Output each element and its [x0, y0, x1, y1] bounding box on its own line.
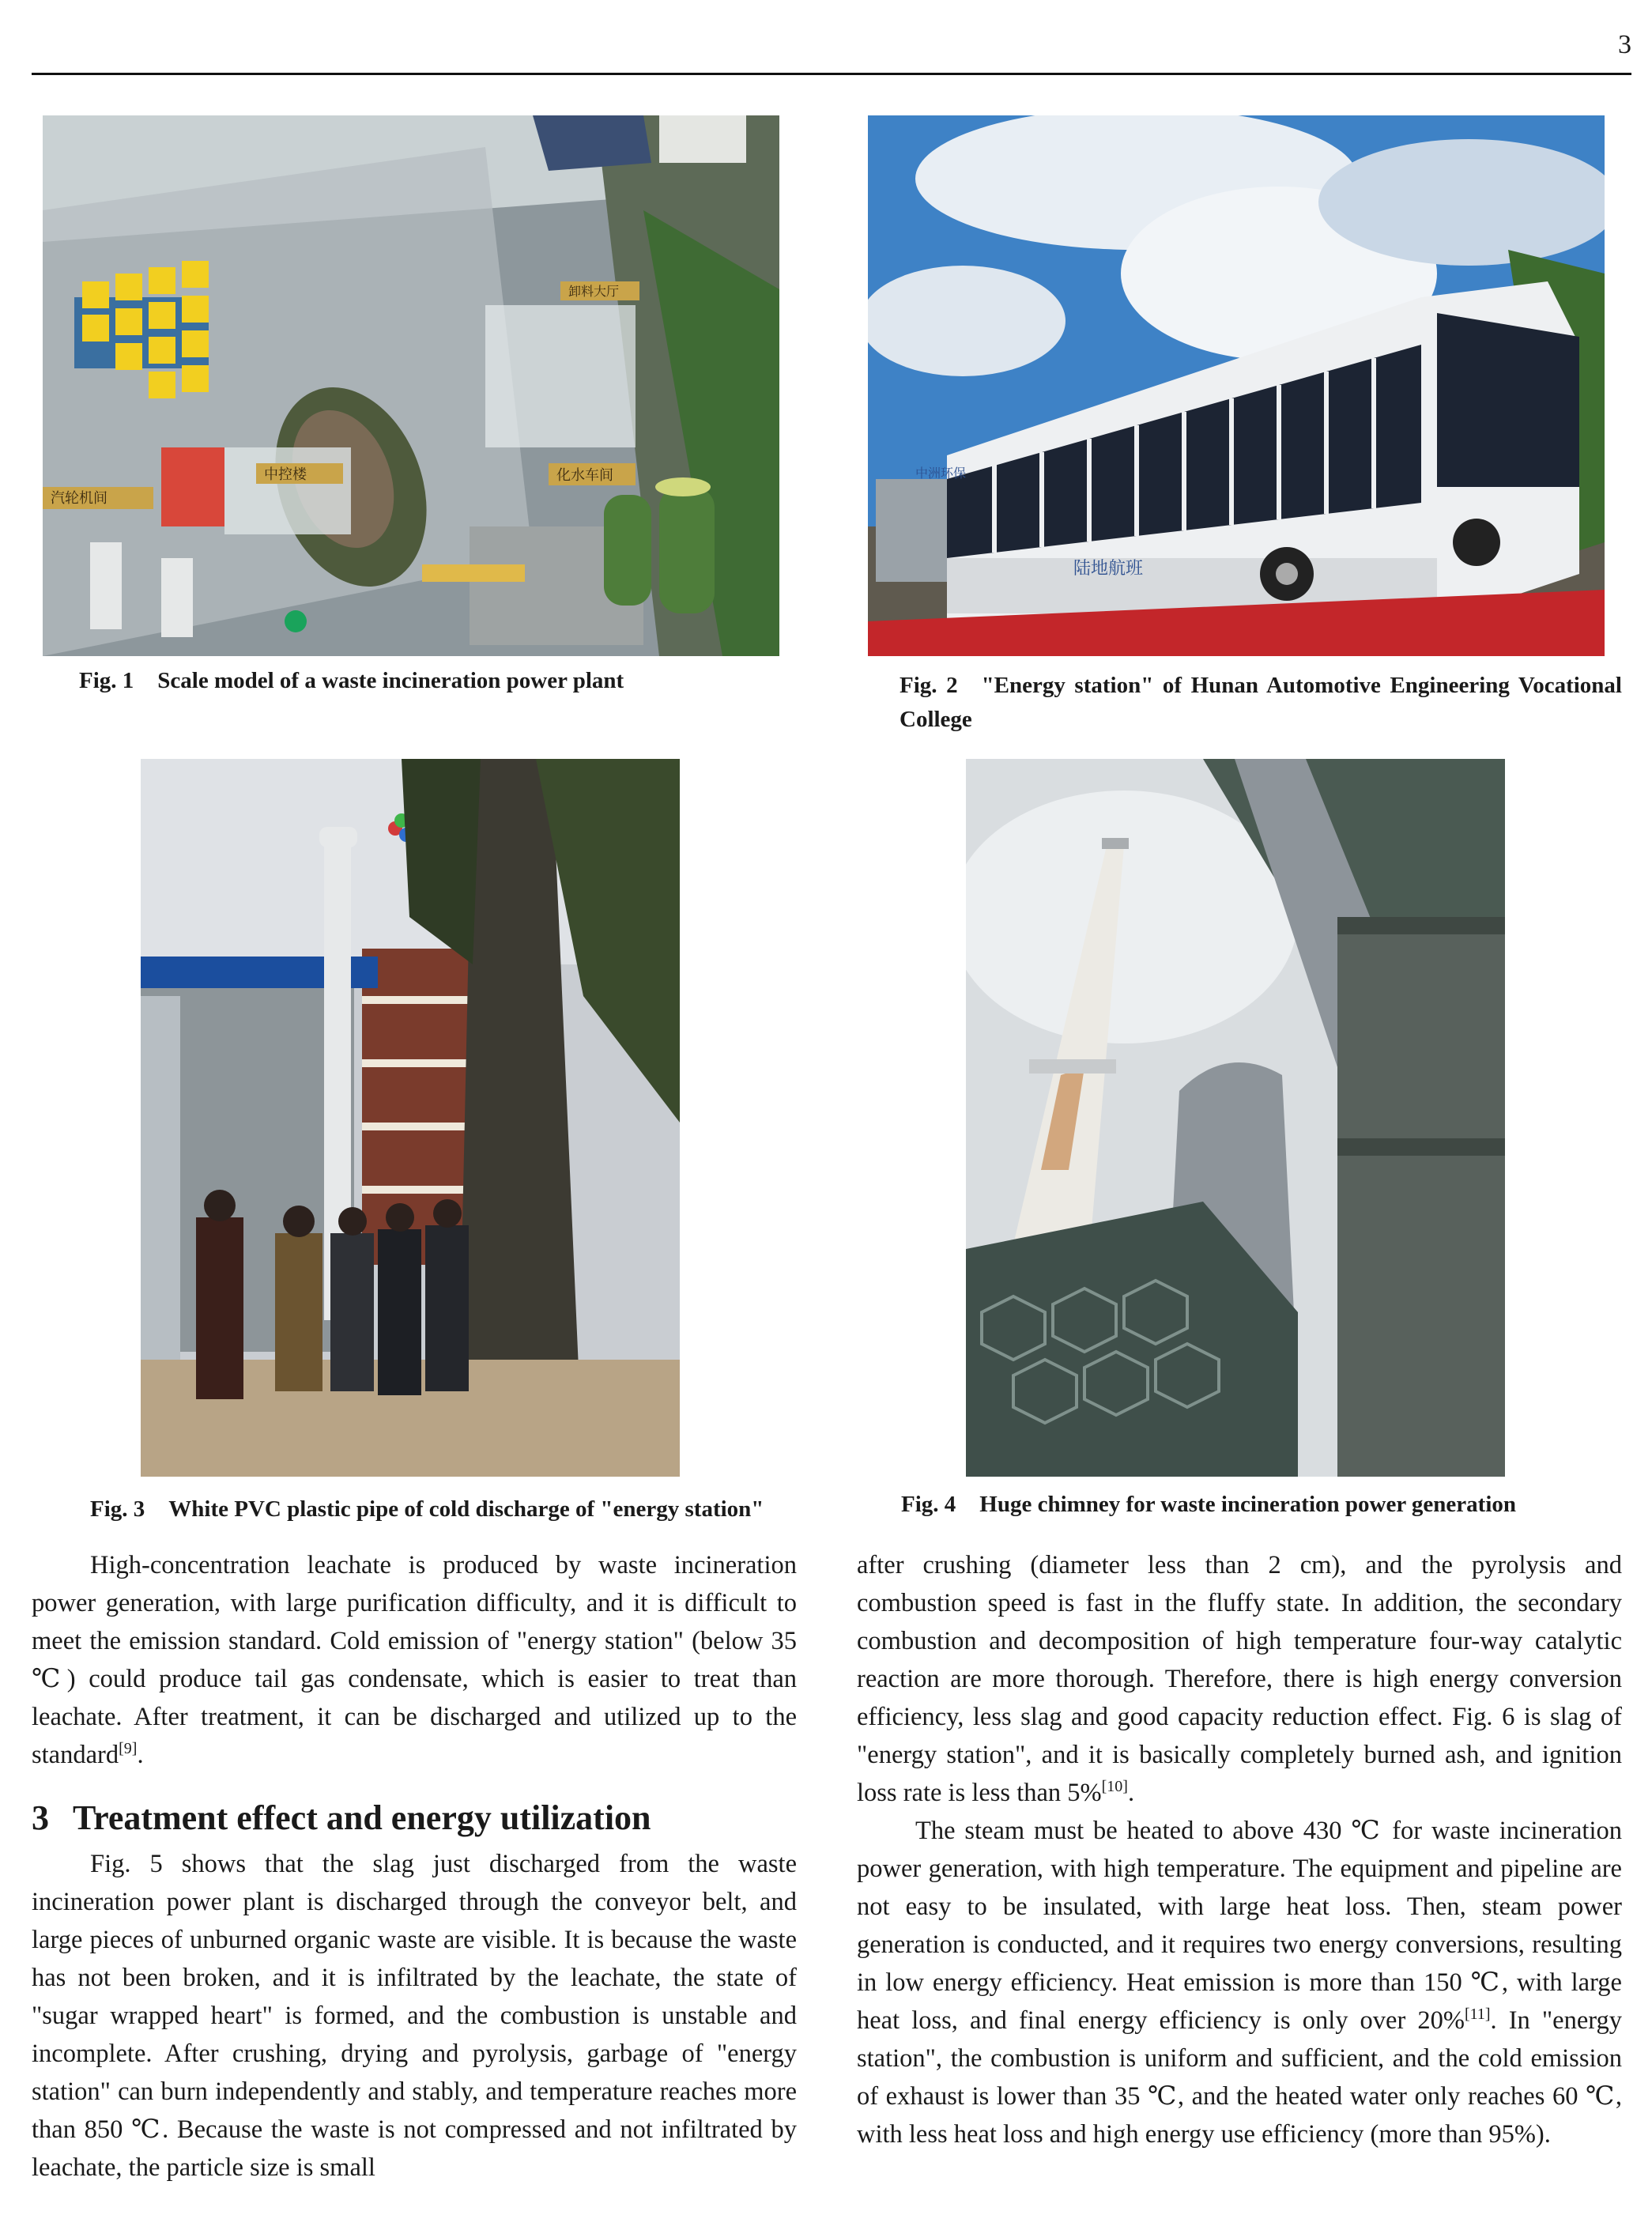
sign-water-workshop: 化水车间 — [556, 467, 613, 484]
figure-4-caption-text: Huge chimney for waste incineration power generation — [979, 1492, 1517, 1517]
figure-3-label: Fig. 3 — [90, 1496, 145, 1522]
paragraph-steam-text-a: The steam must be heated to above 430 ℃ for waste incineration power generation, with high temperature. The equipment and pipeline are not easy to be insulated, with large heat loss. Then, steam power generation is conducted, and it requires two energy conversions, resulting in low energy efficiency. Heat emission is more than 150 ℃, with large heat loss, and final energy efficiency is only over 20% — [857, 1817, 1622, 2035]
sign-turbine-hall: 汽轮机间 — [51, 490, 107, 507]
header-rule — [32, 73, 1631, 75]
sign-control-building: 中控楼 — [264, 466, 307, 483]
sign-company: 中洲环保 — [915, 466, 967, 481]
paragraph-combustion-text: after crushing (diameter less than 2 cm), and the pyrolysis and combustion speed is fast in the fluffy state. In addition, the secondary combustion and decomposition of high temperature four-way catalytic reaction are more thorough. Therefore, there is high energy conversion efficiency, less slag and good capacity reduction effect. Fig. 6 is slag of "energy station", and it is basically completely burned ash, and ignition loss rate is less than 5% — [857, 1551, 1622, 1807]
figure-4-image — [966, 759, 1505, 1477]
figure-2-caption — [900, 669, 1622, 737]
paragraph-leachate-text: High-concentration leachate is produced by waste incineration power generation, with large purification difficulty, and it is difficult to meet the emission standard. Cold emission of "energy station" (below 35 ℃) could produce tail gas condensate, which is easier to treat than leachate. After treatment, it can be discharged and utilized up to the standard — [32, 1551, 797, 1769]
figure-2-image — [868, 115, 1605, 656]
figure-4-caption — [901, 1488, 1612, 1522]
figure-1-label: Fig. 1 — [79, 668, 134, 693]
sign-unloading-hall: 卸料大厅 — [568, 284, 620, 299]
figure-3-caption — [90, 1492, 801, 1526]
figure-1-caption-text: Scale model of a waste incineration power plant — [157, 668, 624, 693]
figure-2-label: Fig. 2 — [900, 673, 958, 698]
paragraph-steam — [857, 1812, 1622, 2153]
paragraph-combustion — [857, 1546, 1622, 1812]
citation-10: [10] — [1101, 1778, 1128, 1796]
right-text-column — [857, 1546, 1622, 2153]
paragraph-slag: Fig. 5 shows that the slag just discharged from the waste incineration power plant is discharged through the conveyor belt, and large pieces of unburned organic waste are visible. It is because the waste has not been broken, and it is infiltrated by the leachate, the state of "sugar wrapped heart" is formed, and the combustion is unstable and incomplete. After crushing, drying and pyrolysis, garbage of "energy station" can burn independently and stably, and temperature reaches more than 850 ℃. Because the waste is not compressed and not infiltrated by leachate, the particle size is small — [32, 1850, 797, 2182]
citation-11: [11] — [1464, 2006, 1491, 2024]
section-number: 3 — [32, 1798, 49, 1837]
page-number: 3 — [1618, 30, 1631, 59]
figure-1-caption — [79, 664, 775, 698]
left-text-column — [32, 1546, 797, 2187]
figure-1-image — [43, 115, 779, 656]
figure-3-caption-text: White PVC plastic pipe of cold discharge of "energy station" — [168, 1496, 764, 1522]
sign-land-flight: 陆地航班 — [1073, 559, 1144, 579]
paragraph-steam-text-b: . In "energy station", the combustion is uniform and sufficient, and the cold emission of exhaust is lower than 35 ℃, and the heated water only reaches 60 ℃, with less heat loss and high energy use efficiency (more than 95%). — [857, 2006, 1622, 2149]
section-title: Treatment effect and energy utilization — [73, 1798, 651, 1837]
section-heading — [32, 1794, 797, 1842]
paragraph-leachate-end: . — [137, 1741, 144, 1769]
figure-4-label: Fig. 4 — [901, 1492, 956, 1517]
paragraph-combustion-end: . — [1127, 1779, 1135, 1807]
figure-3-image — [141, 759, 680, 1477]
figure-2-caption-text: "Energy station" of Hunan Automotive Engineering Vocational College — [900, 673, 1622, 732]
citation-9: [9] — [119, 1740, 138, 1758]
paragraph-leachate — [32, 1546, 797, 1774]
